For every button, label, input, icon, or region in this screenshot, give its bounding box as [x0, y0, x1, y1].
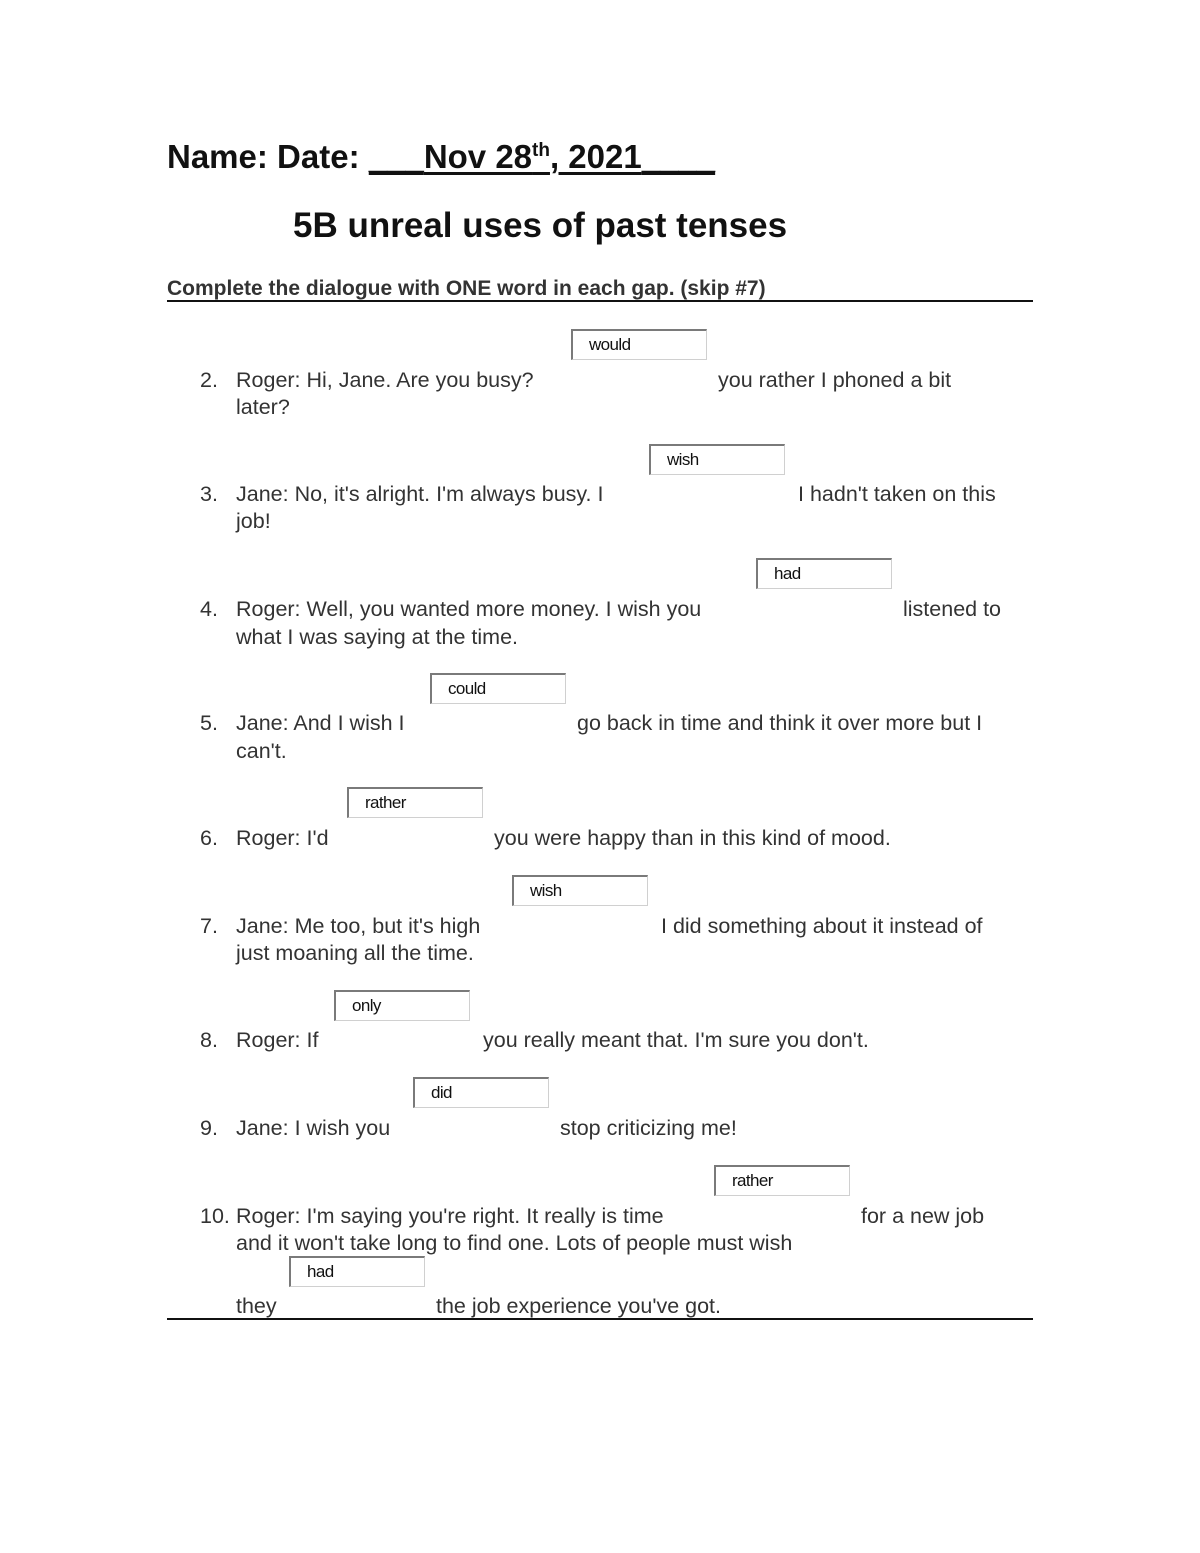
- bottom-divider: [167, 1318, 1033, 1320]
- top-divider: [167, 300, 1033, 302]
- item-text-before: Jane: I wish you: [236, 1116, 391, 1140]
- answer-field-7[interactable]: [512, 875, 648, 906]
- answer-field-10b[interactable]: [289, 1256, 425, 1287]
- item-text-after: I did something about it instead of: [661, 914, 983, 938]
- date-label: Date:: [277, 138, 360, 175]
- item-number: 3.: [200, 482, 218, 506]
- item-text-after: you were happy than in this kind of mood.: [494, 826, 891, 850]
- date-value: ___Nov 28th, 2021____: [368, 138, 716, 175]
- item-number: 5.: [200, 711, 218, 735]
- answer-field-5[interactable]: [430, 673, 566, 704]
- item-text-before: they: [236, 1294, 277, 1318]
- item-text-continued: and it won't take long to find one. Lots of people must wish: [236, 1231, 793, 1255]
- item-number: 8.: [200, 1028, 218, 1052]
- item-text-continued: what I was saying at the time.: [236, 625, 519, 649]
- item-text-after: you really meant that. I'm sure you don't.: [483, 1028, 869, 1052]
- name-label: Name:: [167, 138, 268, 175]
- item-text-before: Roger: Hi, Jane. Are you busy?: [236, 368, 534, 392]
- worksheet-title: 5B unreal uses of past tenses: [293, 206, 788, 245]
- answer-field-6[interactable]: [347, 787, 483, 818]
- item-text-after: you rather I phoned a bit: [718, 368, 952, 392]
- answer-field-4[interactable]: [756, 558, 892, 589]
- item-text-continued: just moaning all the time.: [236, 941, 474, 965]
- item-number: 9.: [200, 1116, 218, 1140]
- item-text-before: Roger: Well, you wanted more money. I wish you: [236, 597, 702, 621]
- item-text-before: Jane: Me too, but it's high: [236, 914, 481, 938]
- answer-field-10[interactable]: [714, 1165, 850, 1196]
- item-text-after: stop criticizing me!: [560, 1116, 737, 1140]
- answer-field-8[interactable]: [334, 990, 470, 1021]
- instructions: Complete the dialogue with ONE word in each gap. (skip #7): [167, 277, 766, 300]
- item-text-after: listened to: [903, 597, 1002, 621]
- answer-field-2[interactable]: [571, 329, 707, 360]
- item-number: 7.: [200, 914, 218, 938]
- item-text-after: the job experience you've got.: [436, 1294, 721, 1318]
- item-number: 6.: [200, 826, 218, 850]
- item-text-after: go back in time and think it over more but I: [577, 711, 983, 735]
- item-text-continued: later?: [236, 395, 290, 419]
- item-text-before: Roger: I'd: [236, 826, 329, 850]
- item-text-continued: job!: [236, 509, 271, 533]
- item-number: 4.: [200, 597, 218, 621]
- item-text-before: Jane: And I wish I: [236, 711, 405, 735]
- item-text-before: Jane: No, it's alright. I'm always busy. I: [236, 482, 604, 506]
- item-number: 2.: [200, 368, 218, 392]
- item-text-continued: can't.: [236, 739, 287, 763]
- item-text-before: Roger: I'm saying you're right. It really is time: [236, 1204, 664, 1228]
- item-text-after: I hadn't taken on this: [798, 482, 996, 506]
- item-text-after: for a new job: [861, 1204, 985, 1228]
- answer-field-3[interactable]: [649, 444, 785, 475]
- item-number: 10.: [200, 1204, 230, 1228]
- answer-field-9[interactable]: [413, 1077, 549, 1108]
- item-text-before: Roger: If: [236, 1028, 319, 1052]
- name-date-header: [167, 138, 715, 176]
